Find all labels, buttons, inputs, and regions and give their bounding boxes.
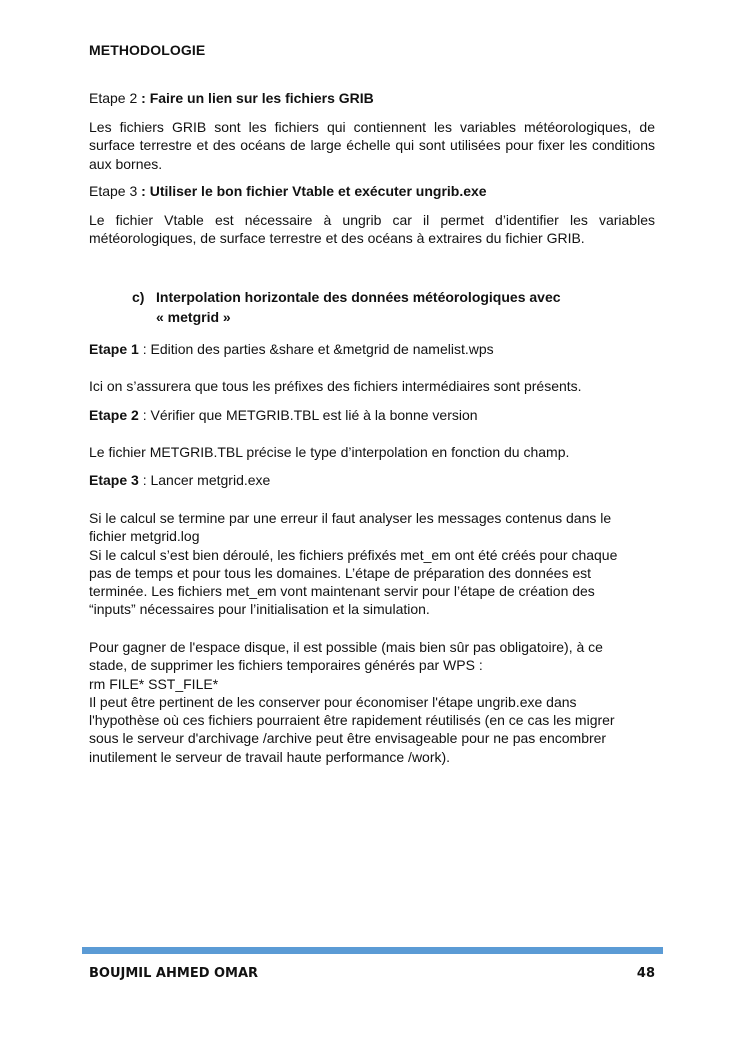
step2-grib-body: Les fichiers GRIB sont les fichiers qui contiennent les variables météorologiques, de surface terrestre et des océans de large échelle qui sont utilisées pour fixer les conditions aux bornes.: [89, 119, 655, 172]
step2-grib-heading: [89, 89, 655, 107]
step-label: Etape 2: [89, 407, 139, 423]
step-text: : Vérifier que METGRIB.TBL est lié à la bonne version: [138, 407, 478, 423]
paragraph-line: “inputs” nécessaires pour l’initialisation et la simulation.: [89, 601, 430, 618]
paragraph-line: inutilement le serveur de travail haute performance /work).: [89, 748, 451, 765]
footer-rule: [82, 947, 663, 954]
metgrid-step2: [89, 406, 655, 424]
step-label: Etape 2: [89, 90, 138, 106]
paragraph-line: Si le calcul se termine par une erreur il faut analyser les messages contenus dans le: [89, 510, 612, 526]
step3-vtable-heading: [89, 182, 655, 200]
section-title-line1: Interpolation horizontale des données météorologiques avec: [156, 289, 561, 305]
paragraph-line: stade, de supprimer les fichiers temporaires générés par WPS :: [89, 657, 483, 674]
paragraph-line: terminée. Les fichiers met_em vont maintenant servir pour l’étape de création des: [89, 583, 595, 600]
paragraph-line: sous le serveur d'archivage /archive peut être envisageable pour ne pas encombrer: [89, 730, 607, 747]
command-line: rm FILE* SST_FILE*: [89, 675, 219, 692]
footer-page-number: 48: [636, 966, 655, 981]
paragraph-line: Pour gagner de l'espace disque, il est possible (mais bien sûr pas obligatoire), à ce: [89, 639, 603, 655]
paragraph-line: fichier metgrid.log: [89, 528, 200, 545]
result-paragraph: [89, 509, 655, 619]
paragraph-line: Il peut être pertinent de les conserver pour économiser l'étape ungrib.exe dans: [89, 693, 577, 710]
step3-vtable-body: Le fichier Vtable est nécessaire à ungrib car il permet d’identifier les variables météorologiques, de surface terrestre et des océans à extraires du fichier GRIB.: [89, 212, 655, 247]
step-title: : Faire un lien sur les fichiers GRIB: [137, 90, 374, 106]
metgrid-step3: [89, 471, 655, 489]
cleanup-paragraph: [89, 638, 655, 766]
page-header-title: METHODOLOGIE: [89, 42, 206, 58]
step-label: Etape 3: [89, 472, 139, 488]
step-label: Etape 1: [89, 341, 139, 357]
step-text: : Edition des parties &share et &metgrid de namelist.wps: [138, 341, 494, 357]
section-letter: c): [132, 289, 145, 305]
footer-author: BOUJMIL AHMED OMAR: [89, 966, 259, 981]
step-label: Etape 3: [89, 183, 138, 199]
section-title-line2: « metgrid »: [156, 309, 231, 325]
paragraph-line: Si le calcul s’est bien déroulé, les fichiers préfixés met_em ont été créés pour chaque: [89, 546, 618, 563]
section-c-heading: [132, 287, 632, 327]
step-title: : Utiliser le bon fichier Vtable et exécuter ungrib.exe: [137, 183, 487, 199]
note-prefixes: Ici on s’assurera que tous les préfixes des fichiers intermédiaires sont présents.: [89, 378, 582, 394]
paragraph-line: l'hypothèse où ces fichiers pourraient être rapidement réutilisés (en ce cas les migrer: [89, 712, 615, 729]
paragraph-line: pas de temps et pour tous les domaines. L’étape de préparation des données est: [89, 564, 592, 581]
note-metgrib-tbl: Le fichier METGRIB.TBL précise le type d’interpolation en fonction du champ.: [89, 444, 570, 460]
step-text: : Lancer metgrid.exe: [138, 472, 271, 488]
metgrid-step1: [89, 340, 655, 358]
